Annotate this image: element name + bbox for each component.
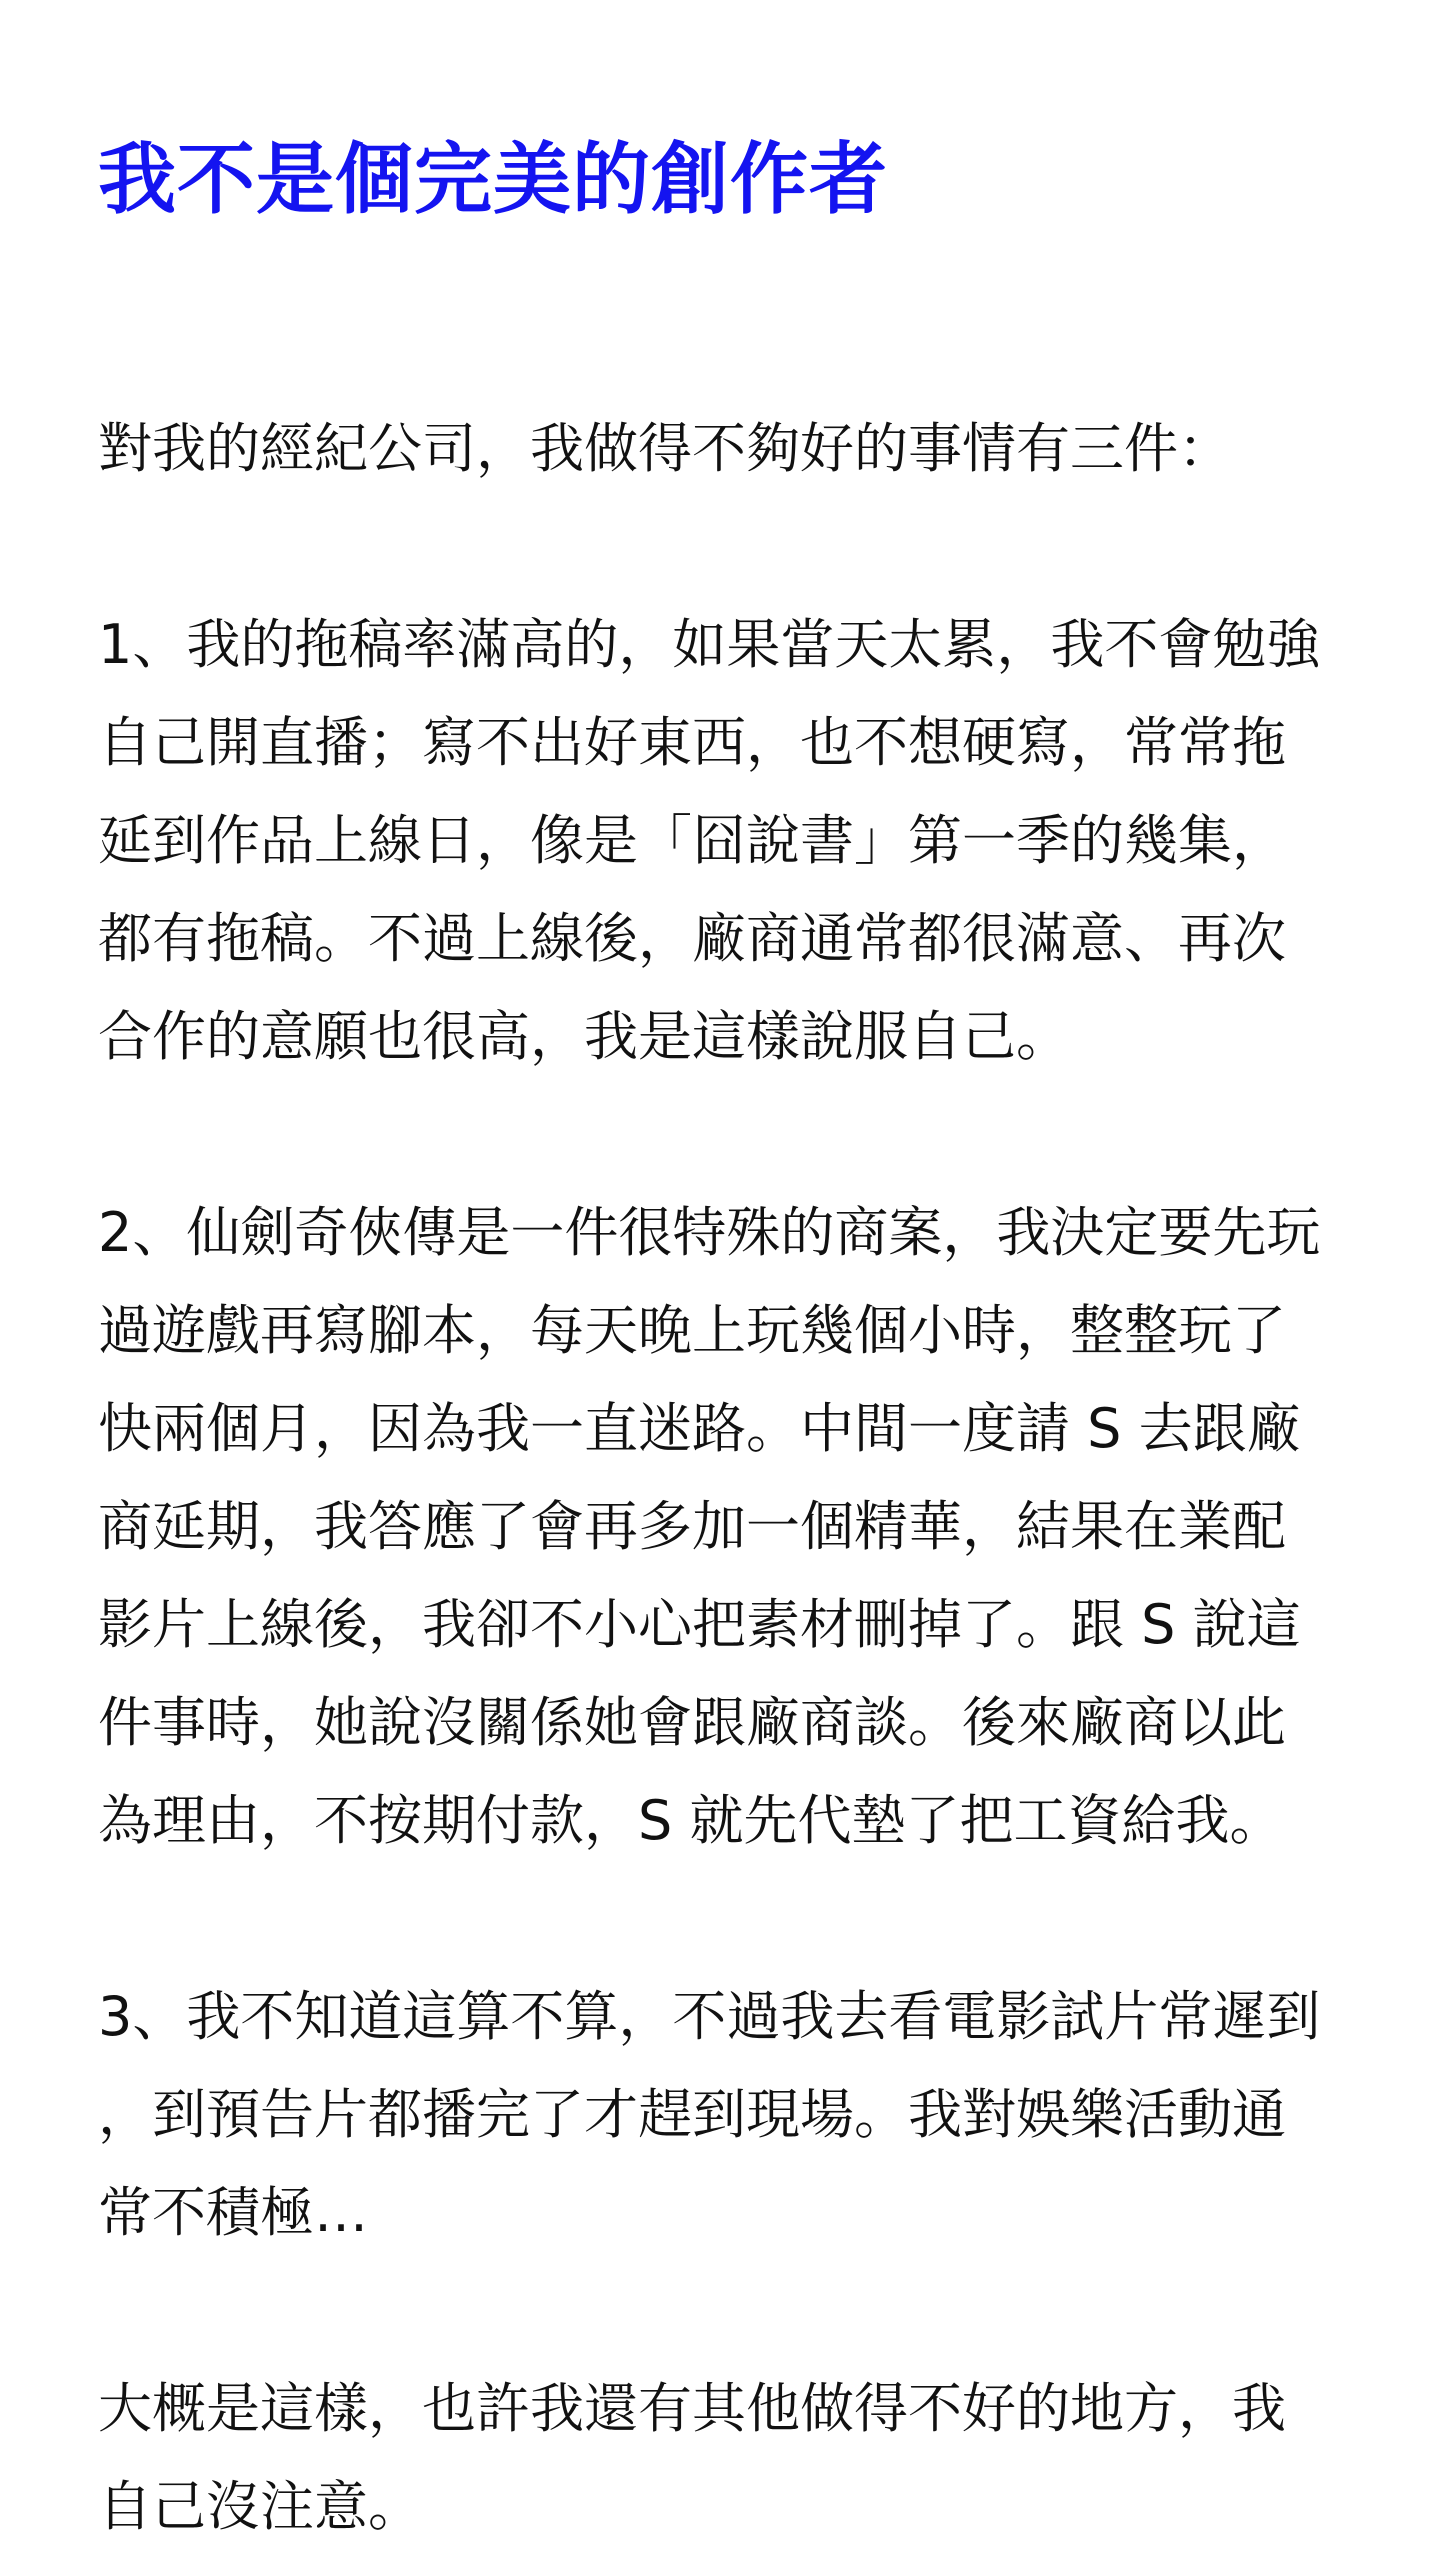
intro-paragraph xyxy=(98,400,1342,498)
text-line: 件事時，她說沒關係她會跟廠商談。後來廠商以此 xyxy=(98,1691,1286,1754)
item-2-paragraph xyxy=(98,1184,1342,1870)
text-line: 過遊戲再寫腳本，每天晚上玩幾個小時，整整玩了 xyxy=(98,1299,1286,1362)
text-line: 對我的經紀公司，我做得不夠好的事情有三件： xyxy=(98,417,1232,480)
text-line: 1、我的拖稿率滿高的，如果當天太累，我不會勉強 xyxy=(98,613,1321,676)
item-3-paragraph xyxy=(98,1968,1342,2262)
text-line: ，到預告片都播完了才趕到現場。我對娛樂活動通 xyxy=(98,2083,1286,2146)
text-line: 合作的意願也很高，我是這樣說服自己。 xyxy=(98,1005,1070,1068)
text-line: 為理由，不按期付款，S 就先代墊了把工資給我。 xyxy=(98,1789,1284,1852)
text-line: 3、我不知道這算不算，不過我去看電影試片常遲到 xyxy=(98,1985,1321,2048)
text-line: 大概是這樣，也許我還有其他做得不好的地方，我 xyxy=(98,2377,1286,2440)
text-line: 快兩個月，因為我一直迷路。中間一度請 S 去跟廠 xyxy=(98,1397,1301,1460)
text-line: 2、仙劍奇俠傳是一件很特殊的商案，我決定要先玩 xyxy=(98,1201,1321,1264)
text-line: 常不積極… xyxy=(98,2181,368,2244)
text-line: 影片上線後，我卻不小心把素材刪掉了。跟 S 說這 xyxy=(98,1593,1301,1656)
text-line: 自己沒注意。 xyxy=(98,2475,422,2538)
text-line: 延到作品上線日，像是「囧說書」第一季的幾集， xyxy=(98,809,1286,872)
article-title: 我不是個完美的創作者 xyxy=(98,135,889,225)
text-line: 都有拖稿。不過上線後，廠商通常都很滿意、再次 xyxy=(98,907,1286,970)
item-1-paragraph xyxy=(98,596,1342,1086)
text-line: 自己開直播；寫不出好東西，也不想硬寫，常常拖 xyxy=(98,711,1286,774)
article-body xyxy=(98,400,1342,2556)
closing-paragraph xyxy=(98,2360,1342,2556)
text-line: 商延期，我答應了會再多加一個精華，結果在業配 xyxy=(98,1495,1286,1558)
